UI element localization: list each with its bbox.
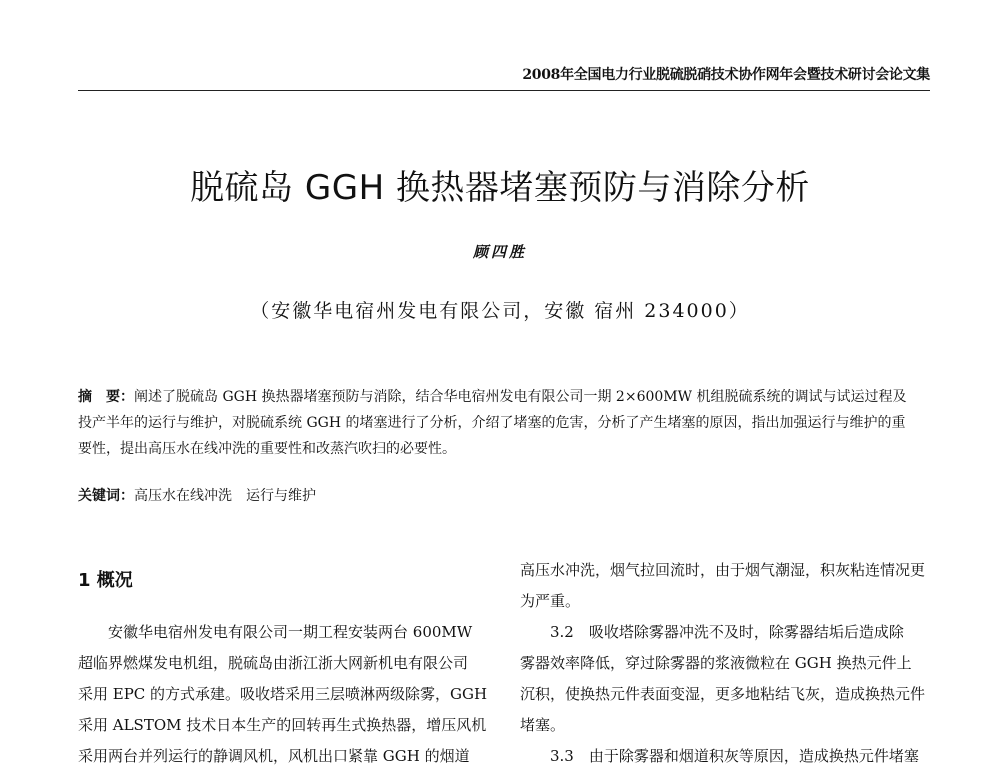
author: 顾四胜 [472, 243, 527, 261]
keywords-label: 关键词： [78, 488, 134, 504]
abstract-label: 摘 要： [78, 389, 134, 405]
paragraph-line: 雾器效率降低，穿过除雾器的浆液微粒在 GGH 换热元件上 [520, 654, 912, 672]
paragraph-line: 高压水冲洗，烟气拉回流时，由于烟气潮湿，积灰粘连情况更 [520, 561, 926, 579]
keywords-text: 高压水在线冲洗 运行与维护 [134, 488, 316, 504]
paragraph-line: 沉积，使换热元件表面变湿，更多地粘结飞灰，造成换热元件 [520, 685, 926, 703]
running-header: 2008年全国电力行业脱硫脱硝技术协作网年会暨技术研讨会论文集 [522, 67, 930, 83]
affiliation: （安徽华电宿州发电有限公司，安徽 宿州 234000） [250, 300, 750, 322]
abstract-line-1 [78, 384, 934, 410]
left-column [78, 617, 494, 772]
abstract-line-2: 投产半年的运行与维护，对脱硫系统 GGH 的堵塞进行了分析，介绍了堵塞的危害，分析了产生堵塞的原因，指出加强运行与维护的重 [78, 415, 906, 431]
paragraph-line: 堵塞。 [520, 716, 566, 734]
abstract-text: 阐述了脱硫岛 GGH 换热器堵塞预防与消除，结合华电宿州发电有限公司一期 2×600MW 机组脱硫系统的调试与试运过程及 [134, 389, 907, 405]
abstract [78, 384, 934, 462]
header-rule [78, 90, 930, 91]
paragraph-line: 采用两台并列运行的静调风机，风机出口紧靠 GGH 的烟道 [78, 747, 470, 765]
paragraph-line: 为严重。 [520, 592, 581, 610]
keywords [78, 485, 934, 505]
paragraph-line: 3.3 由于除雾器和烟道积灰等原因，造成换热元件堵塞 [550, 747, 919, 765]
paragraph-line: 采用 EPC 的方式承建。吸收塔采用三层喷淋两级除雾，GGH [78, 685, 488, 703]
paragraph-line: 超临界燃煤发电机组，脱硫岛由浙江浙大网新机电有限公司 [78, 654, 469, 672]
abstract-line-3: 要性，提出高压水在线冲洗的重要性和改蒸汽吹扫的必要性。 [78, 441, 456, 457]
paragraph-line: 3.2 吸收塔除雾器冲洗不及时，除雾器结垢后造成除 [550, 623, 904, 641]
paragraph-line: 采用 ALSTOM 技术日本生产的回转再生式换热器，增压风机 [78, 716, 487, 734]
right-column [520, 555, 936, 772]
paragraph-line: 安徽华电宿州发电有限公司一期工程安装两台 600MW [108, 623, 473, 641]
paper-title: 脱硫岛 GGH 换热器堵塞预防与消除分析 [190, 168, 810, 208]
section-heading: 1 概况 [78, 570, 133, 591]
